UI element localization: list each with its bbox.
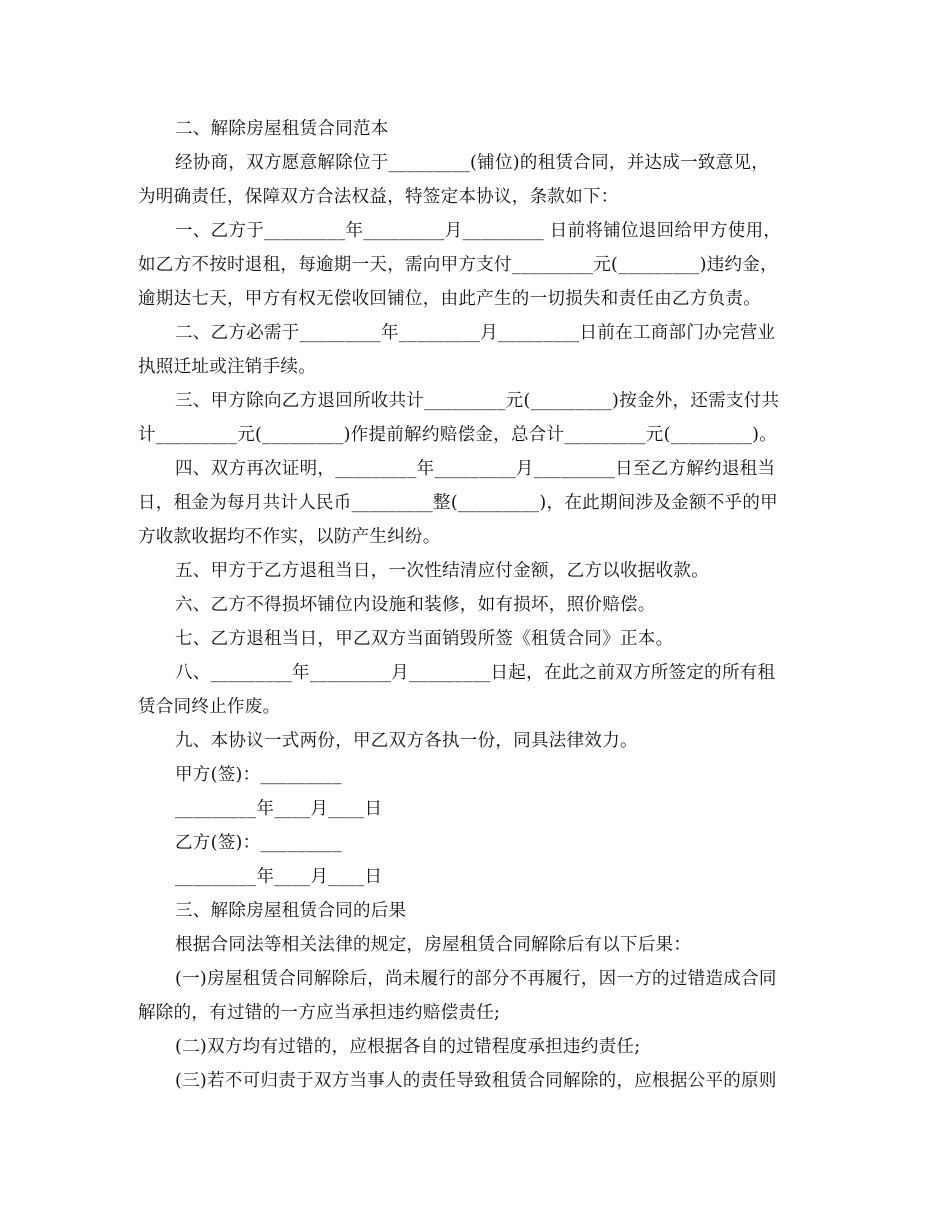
text-line: 如乙方不按时退租，每逾期一天，需向甲方支付_________元(_________)违约金，	[138, 255, 778, 275]
text-line: _________年____月____日	[175, 799, 383, 819]
text-line: 计_________元(_________)作提前解约赔偿金，总合计_________元(_________)。	[138, 425, 778, 445]
text-line: 甲方(签)：_________	[175, 765, 342, 785]
text-line: 乙方(签)：_________	[175, 833, 342, 853]
text-line: 五、甲方于乙方退租当日，一次性结清应付金额，乙方以收据收款。	[175, 561, 709, 581]
text-line: 二、解除房屋租赁合同范本	[175, 119, 389, 139]
text-line: 方收款收据均不作实，以防产生纠纷。	[138, 527, 441, 547]
text-line: 日，租金为每月共计人民币_________整(_________)，在此期间涉及金额不乎的甲	[138, 493, 778, 513]
text-line: 二、乙方必需于_________年_________月_________日前在工商部门办完营业	[175, 323, 776, 343]
text-line: 一、乙方于_________年_________月_________ 日前将铺位退回给甲方使用，	[175, 221, 782, 241]
text-line: 四、双方再次证明，_________年_________月_________日至乙方解约退租当	[175, 459, 776, 479]
text-line: 解除的，有过错的一方应当承担违约赔偿责任;	[138, 1003, 501, 1023]
text-line: (二)双方均有过错的，应根据各自的过错程度承担违约责任;	[175, 1037, 641, 1057]
text-line: 根据合同法等相关法律的规定，房屋租赁合同解除后有以下后果：	[175, 935, 692, 955]
text-line: 九、本协议一式两份，甲乙双方各执一份，同具法律效力。	[175, 731, 638, 751]
text-line: 三、解除房屋租赁合同的后果	[175, 901, 407, 921]
text-line: 三、甲方除向乙方退回所收共计_________元(_________)按金外，还需支付共	[175, 391, 780, 411]
document-body	[138, 112, 820, 1098]
text-line: 赁合同终止作废。	[138, 697, 281, 717]
text-line: 七、乙方退租当日，甲乙双方当面销毁所签《租赁合同》正本。	[175, 629, 674, 649]
text-line: (一)房屋租赁合同解除后，尚未履行的部分不再履行，因一方的过错造成合同	[175, 969, 777, 989]
text-line: 六、乙方不得损坏铺位内设施和装修，如有损坏，照价赔偿。	[175, 595, 656, 615]
text-line: 八、_________年_________月_________日起，在此之前双方所签定的所有租	[175, 663, 776, 683]
text-line: 经协商，双方愿意解除位于_________(铺位)的租赁合同，并达成一致意见，	[175, 153, 770, 173]
text-line: 执照迁址或注销手续。	[138, 357, 316, 377]
text-line: 逾期达七天，甲方有权无偿收回铺位，由此产生的一切损失和责任由乙方负责。	[138, 289, 761, 309]
text-line: 为明确责任，保障双方合法权益，特签定本协议，条款如下：	[138, 187, 619, 207]
text-line: (三)若不可归责于双方当事人的责任导致租赁合同解除的，应根据公平的原则	[175, 1071, 777, 1091]
text-line: _________年____月____日	[175, 867, 383, 887]
